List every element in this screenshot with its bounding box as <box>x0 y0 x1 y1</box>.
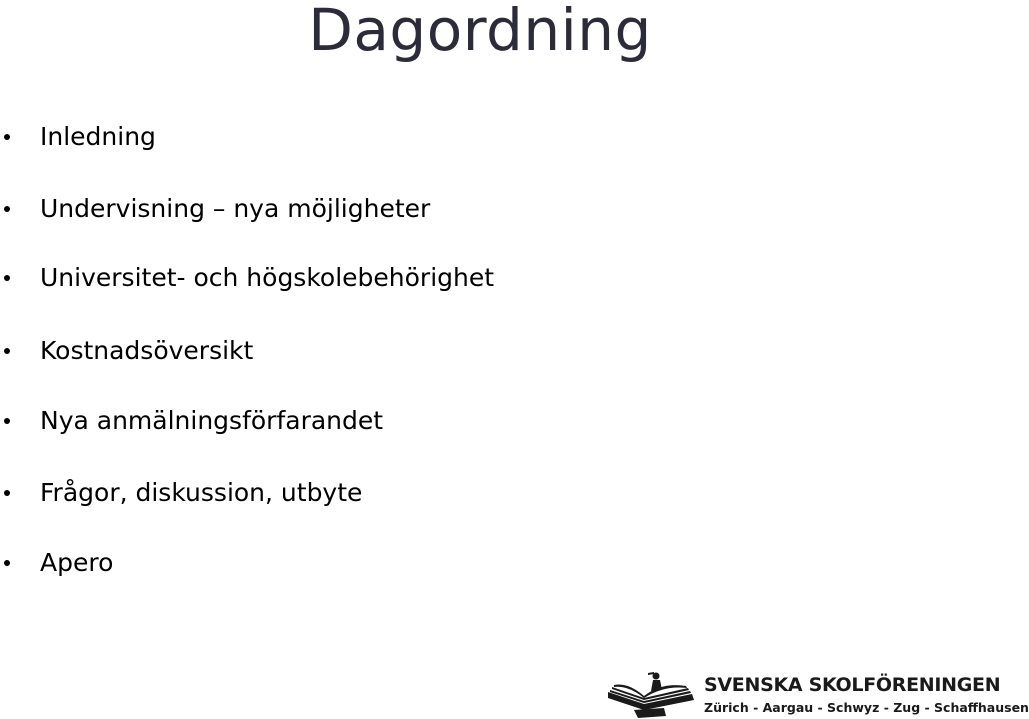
agenda-item <box>0 331 700 371</box>
agenda-item-label: Kostnadsöversikt <box>40 336 254 365</box>
agenda-item <box>0 189 700 229</box>
bullet-icon <box>4 348 10 354</box>
bullet-icon <box>4 418 10 424</box>
logo-cantons: Zürich - Aargau - Schwyz - Zug - Schaffhausen <box>704 700 1029 715</box>
bullet-icon <box>4 134 10 140</box>
logo-name: SVENSKA SKOLFÖRENINGEN <box>704 674 1001 696</box>
bullet-icon <box>4 490 10 496</box>
agenda-item <box>0 543 700 583</box>
agenda-item <box>0 473 700 513</box>
agenda-item <box>0 401 700 441</box>
bullet-icon <box>4 560 10 566</box>
agenda-item-label: Universitet- och högskolebehörighet <box>40 263 495 292</box>
agenda-item-label: Apero <box>40 548 114 577</box>
agenda-item <box>0 258 700 298</box>
agenda-item-label: Inledning <box>40 122 156 151</box>
agenda-item-label: Nya anmälningsförfarandet <box>40 406 384 435</box>
agenda-item-label: Frågor, diskussion, utbyte <box>40 478 363 507</box>
slide-title: Dagordning <box>308 0 652 64</box>
open-book-icon <box>604 670 698 719</box>
organization-logo <box>604 670 1029 719</box>
agenda-item-label: Undervisning – nya möjligheter <box>40 194 431 223</box>
bullet-icon <box>4 206 10 212</box>
agenda-item <box>0 117 700 157</box>
bullet-icon <box>4 275 10 281</box>
